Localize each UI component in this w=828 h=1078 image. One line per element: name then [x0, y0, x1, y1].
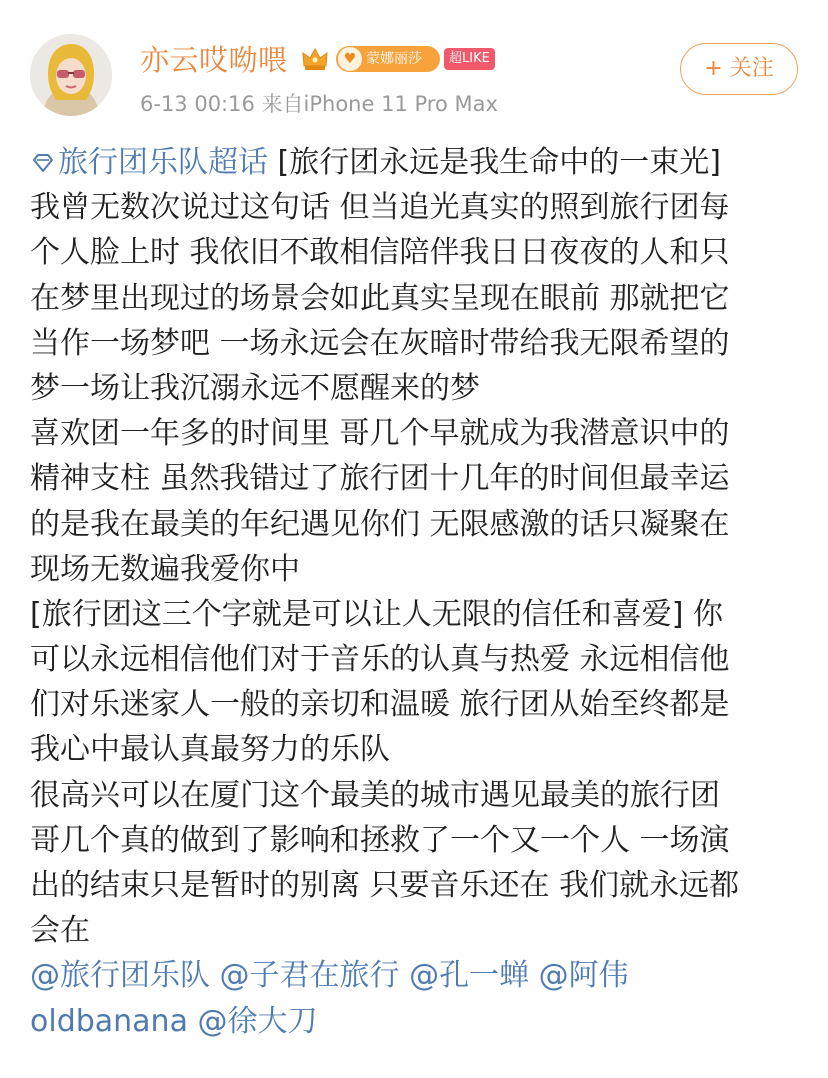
post-text: [旅行团永远是我生命中的一束光] — [277, 145, 721, 180]
post-text-line: 们对乐迷家人一般的亲切和温暖 旅行团从始至终都是 — [30, 687, 730, 723]
post-text-line: 很高兴可以在厦门这个最美的城市遇见最美的旅行团 — [30, 777, 720, 813]
author-name[interactable]: 亦云哎呦喂 — [140, 43, 288, 77]
mentions-line — [30, 999, 805, 1044]
post-text-line: 精神支柱 虽然我错过了旅行团十几年的时间但最幸运 — [30, 461, 730, 497]
post-text-line: 我心中最认真最努力的乐队 — [30, 732, 390, 768]
fan-badge[interactable] — [336, 46, 440, 72]
follow-button[interactable]: + 关注 — [680, 43, 798, 95]
post-body — [30, 140, 805, 1044]
super-topic-label: 旅行团乐队超话 — [58, 145, 268, 180]
mention-link[interactable]: @旅行团乐队 — [30, 958, 210, 994]
avatar[interactable] — [30, 34, 112, 116]
post-text-line: 出的结束只是暂时的别离 只要音乐还在 我们就永远都 — [30, 868, 740, 903]
post-text-line: 会在 — [30, 913, 90, 949]
heart-badge-icon: ♥ — [338, 47, 362, 71]
mention-link[interactable]: @孔一蝉 — [409, 958, 530, 994]
post-text-line: 个人脸上时 我依旧不敢相信陪伴我日日夜夜的人和只 — [30, 235, 730, 271]
mention-link[interactable]: @阿伟 — [538, 958, 629, 994]
mention-link[interactable]: oldbanana — [30, 1003, 188, 1039]
post-text-line: 喜欢团一年多的时间里 哥几个早就成为我潜意识中的 — [30, 416, 730, 452]
mention-link[interactable]: @徐大刀 — [197, 1003, 318, 1039]
crown-icon — [300, 44, 330, 74]
post-text-line: 可以永远相信他们对于音乐的认真与热爱 永远相信他 — [30, 642, 730, 678]
post-text-line: [旅行团这三个字就是可以让人无限的信任和喜爱] 你 — [30, 596, 723, 632]
post-text-line-1 — [30, 140, 805, 185]
mentions-line — [30, 953, 805, 998]
post-text-line: 梦一场让我沉溺永远不愿醒来的梦 — [30, 370, 480, 406]
post-text-line: 哥几个真的做到了影响和拯救了一个又一个人 一场演 — [30, 822, 730, 858]
post-text-line: 我曾无数次说过这句话 但当追光真实的照到旅行团每 — [30, 190, 730, 226]
post-meta: 6-13 00:16 来自iPhone 11 Pro Max — [140, 92, 498, 116]
post-text-line: 现场无数遍我爱你中 — [30, 551, 300, 587]
super-topic-icon — [30, 153, 56, 173]
fan-badge-label: 蒙娜丽莎 — [366, 51, 422, 67]
post-text-line: 当作一场梦吧 一场永远会在灰暗时带给我无限希望的 — [30, 325, 730, 361]
mention-link[interactable]: @子君在旅行 — [219, 958, 400, 994]
post-text-line: 的是我在最美的年纪遇见你们 无限感激的话只凝聚在 — [30, 506, 730, 542]
post-text-line: 在梦里出现过的场景会如此真实呈现在眼前 那就把它 — [30, 280, 730, 316]
super-like-badge[interactable]: 超LIKE — [444, 48, 495, 70]
post-header — [0, 0, 828, 130]
super-topic-link[interactable] — [30, 145, 278, 180]
